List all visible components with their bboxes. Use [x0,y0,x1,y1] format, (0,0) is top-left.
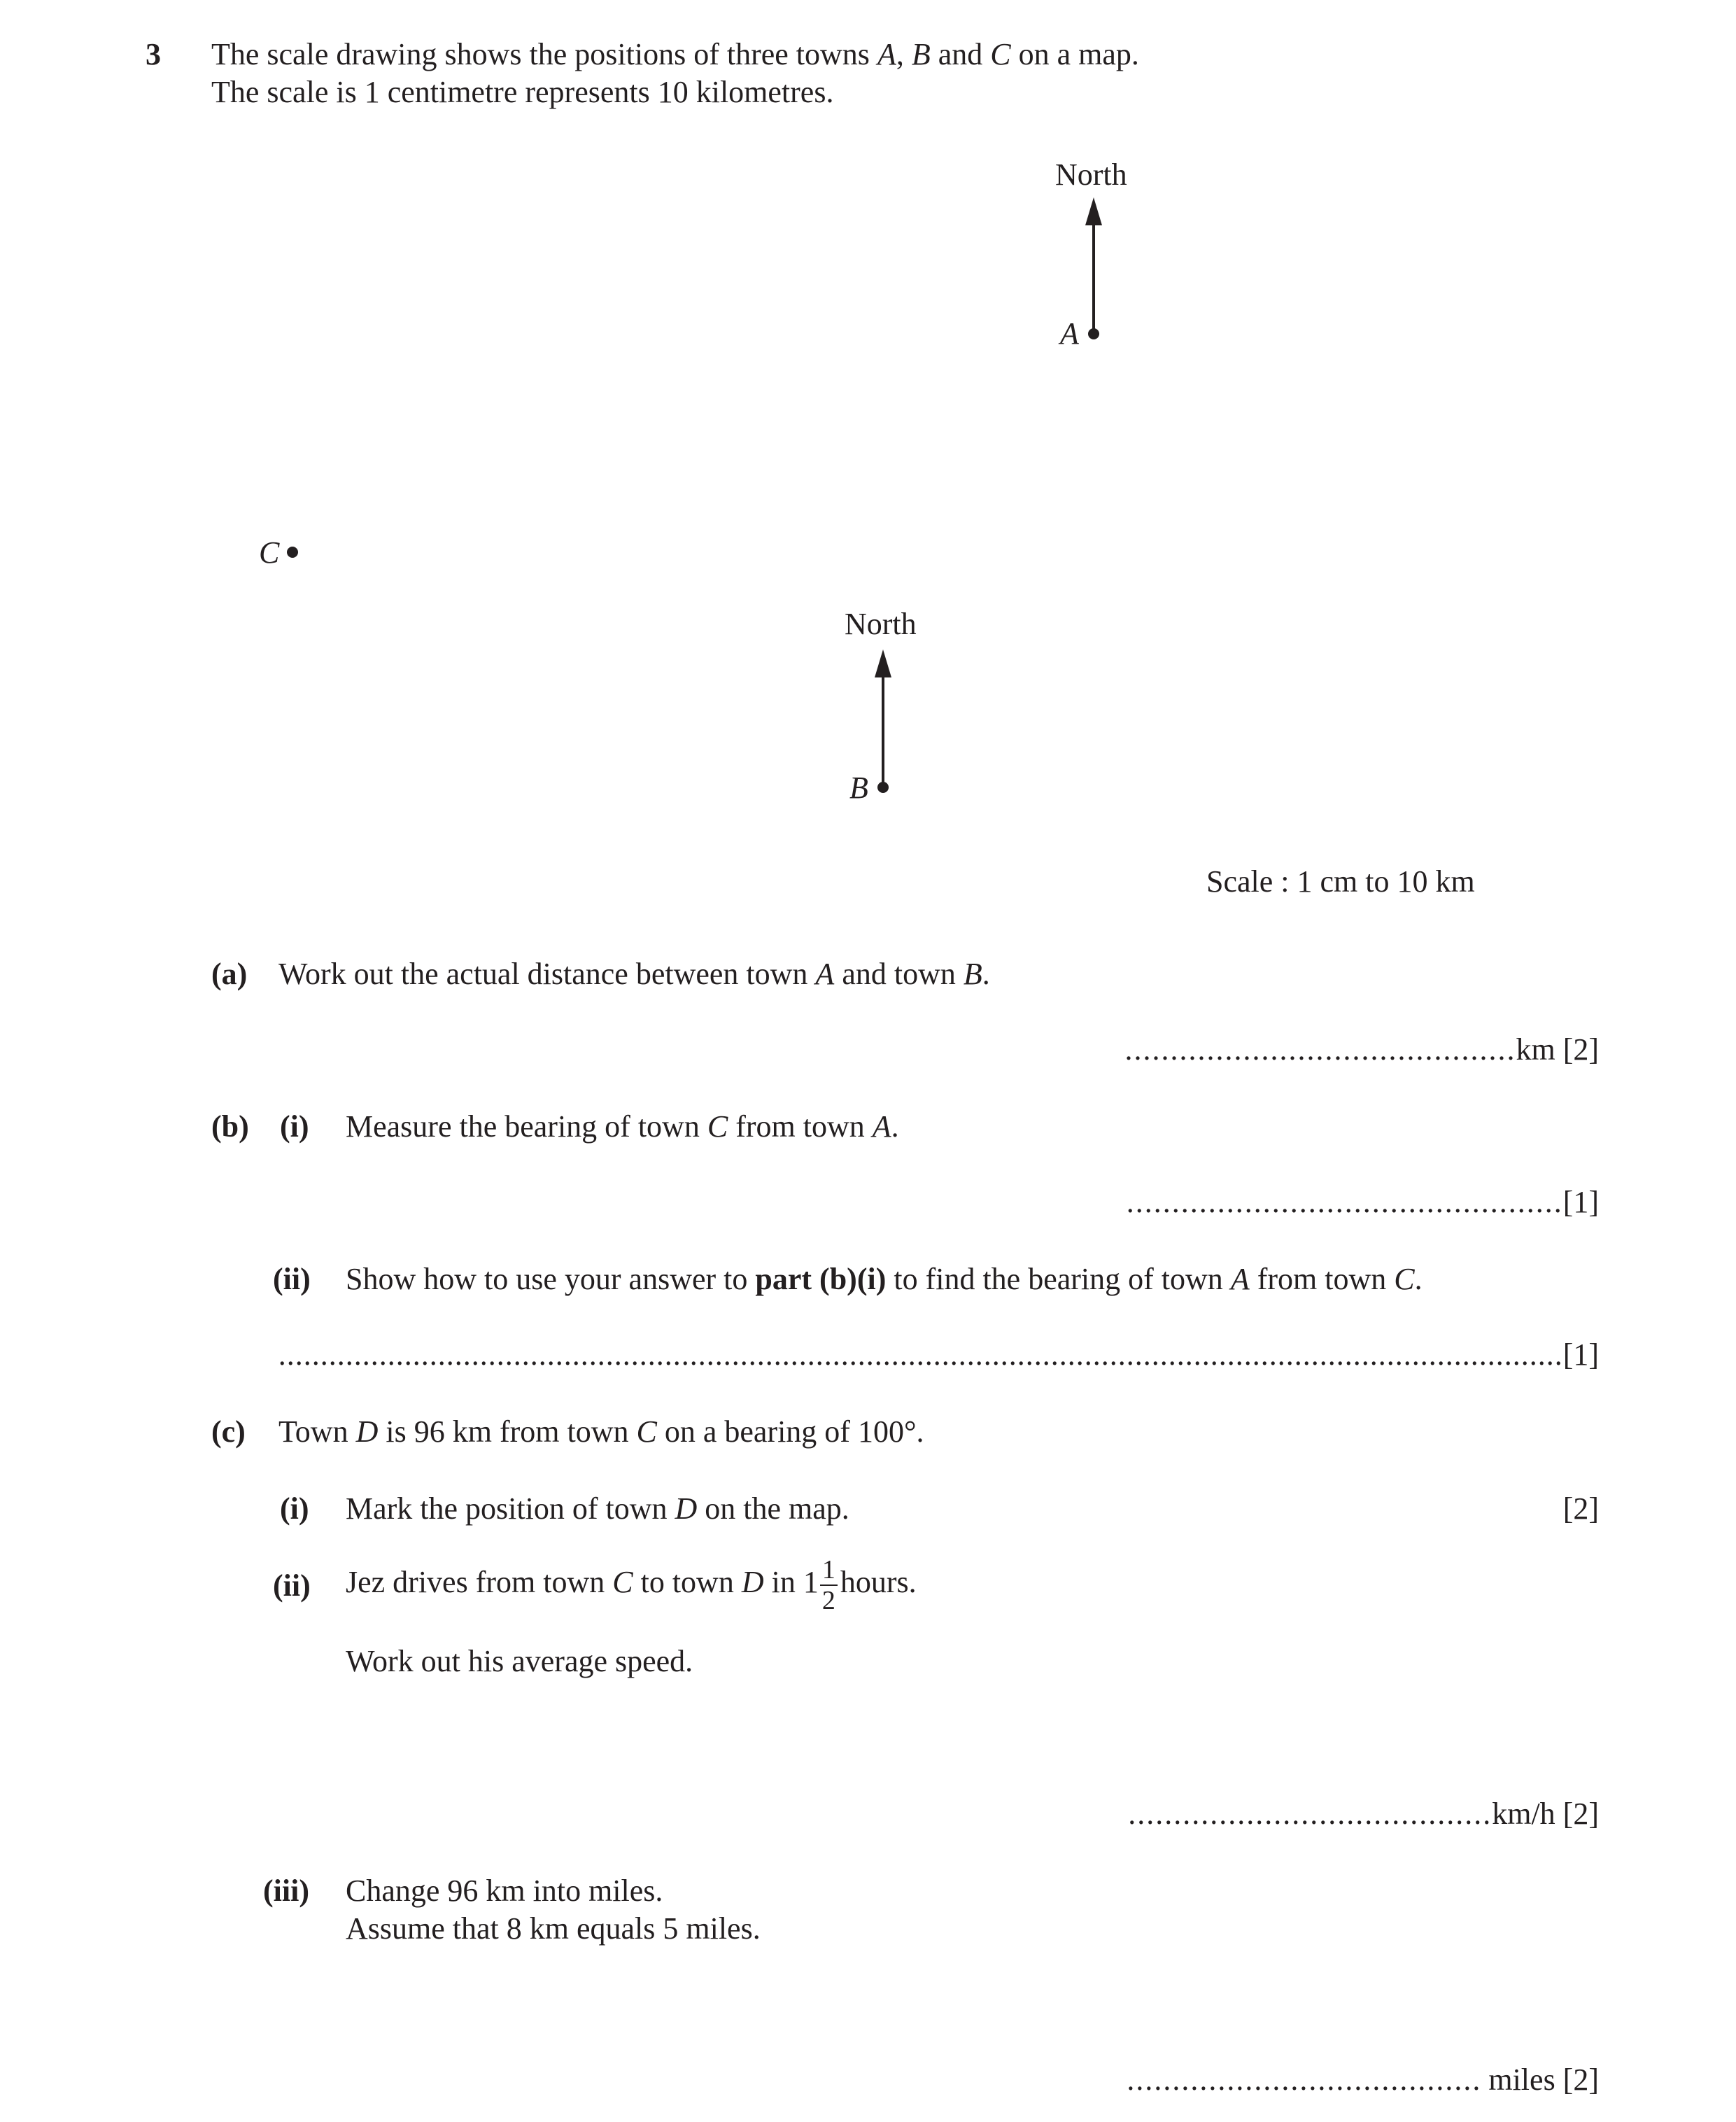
part-a-label: (a) [211,957,248,991]
answer-suffix: [1] [1562,1185,1599,1219]
part-b-ii-answer-line[interactable] [278,1337,1599,1372]
town-a-label: A [1060,316,1079,351]
part-a-town: A [815,957,835,991]
fraction-denominator: 2 [821,1585,835,1615]
part-b-label: (b) [211,1109,249,1144]
part-c-ii-text: hours. [840,1565,917,1599]
part-c-ii-answer-line[interactable] [1128,1799,1599,1829]
intro-text: , [896,37,912,71]
part-b-ii-text: from town [1249,1262,1395,1296]
north-arrow-a-head [1085,197,1102,225]
part-b-i-text: . [891,1109,899,1144]
part-c-i-text: Mark the position of town [346,1491,675,1526]
part-c-ii-town: C [612,1565,633,1599]
fraction-numerator: 1 [820,1557,838,1586]
part-b-ii-town: C [1394,1262,1415,1296]
part-b-ii-town: A [1230,1262,1250,1296]
part-b-ii-label: (ii) [273,1262,311,1296]
part-b-i-question [346,1111,899,1142]
part-a-question [278,959,990,990]
intro-town-c: C [990,37,1011,71]
north-label-a: North [1055,157,1127,192]
part-c-iii-answer-line[interactable] [1127,2065,1599,2095]
part-c-label: (c) [211,1414,246,1449]
part-b-i-town: C [707,1109,728,1144]
answer-dots[interactable]: ........................................... [1124,1032,1516,1067]
town-c-label: C [259,535,280,570]
answer-dots[interactable]: ........................................ [1128,1797,1492,1831]
answer-suffix: km [2] [1516,1032,1599,1067]
intro-line-2: The scale is 1 centimetre represents 10 kilometres. [211,75,834,109]
answer-dots[interactable]: ................................................ [1126,1185,1563,1219]
intro-text: and [930,37,991,71]
part-a-text: Work out the actual distance between town [278,957,816,991]
north-arrow-b-head [875,649,891,677]
part-b-ii-reference: part (b)(i) [755,1262,887,1296]
one-half-fraction [820,1554,838,1615]
intro-town-a: A [877,37,896,71]
part-b-i-text: Measure the bearing of town [346,1109,707,1144]
part-a-answer-line[interactable] [1124,1034,1599,1065]
part-c-ii-line-2: Work out his average speed. [346,1644,693,1678]
intro-text: on a map. [1010,37,1139,71]
part-a-town: B [963,957,982,991]
part-b-ii-text: . [1414,1262,1423,1296]
part-c-i-question [346,1491,849,1526]
scale-caption: Scale : 1 cm to 10 km [1206,864,1475,899]
part-c-ii-text: to town [633,1565,742,1599]
part-c-text: Town [278,1414,356,1449]
town-c-dot [287,547,298,558]
part-b-i-text: from town [728,1109,873,1144]
part-c-town: D [355,1414,379,1449]
part-b-ii-text: to find the bearing of town [886,1262,1231,1296]
intro-text: The scale drawing shows the positions of three towns [211,37,877,71]
part-c-ii-text: in 1 [763,1565,819,1599]
part-c-iii-line-1: Change 96 km into miles. [346,1874,663,1908]
answer-suffix: miles [2] [1488,2063,1599,2097]
intro-town-b: B [911,37,931,71]
answer-dots[interactable]: ....................................... [1127,2063,1482,2097]
north-label-b: North [845,607,917,641]
part-c-ii-question [346,1551,917,1614]
part-b-i-answer-line[interactable] [1127,1187,1599,1218]
answer-suffix: [1] [1562,1337,1599,1372]
answer-dots[interactable]: ......................................................................................................................................................... [278,1337,1563,1372]
part-a-text: and town [834,957,964,991]
part-b-i-town: A [872,1109,891,1144]
part-c-i-text: on the map. [697,1491,849,1526]
part-c-ii-text: Jez drives from town [346,1565,613,1599]
part-c-town: C [636,1414,657,1449]
part-c-i-marks: [2] [1562,1491,1599,1526]
question-number: 3 [146,37,161,71]
part-c-ii-town: D [741,1565,764,1599]
part-b-i-label: (i) [280,1109,309,1144]
part-b-ii-question [346,1264,1423,1295]
part-c-iii-line-2: Assume that 8 km equals 5 miles. [346,1911,761,1946]
part-c-i-label: (i) [280,1491,309,1526]
part-c-text: on a bearing of 100°. [656,1414,924,1449]
answer-suffix: km/h [2] [1492,1797,1599,1831]
part-c-question [278,1414,924,1449]
part-b-ii-text: Show how to use your answer to [346,1262,756,1296]
town-a-dot [1088,328,1099,339]
part-c-ii-label: (ii) [273,1568,311,1603]
part-a-text: . [982,957,990,991]
part-c-text: is 96 km from town [378,1414,637,1449]
town-b-dot [877,782,889,793]
town-b-label: B [849,771,868,805]
part-c-i-town: D [675,1491,698,1526]
part-c-iii-label: (iii) [263,1874,309,1908]
